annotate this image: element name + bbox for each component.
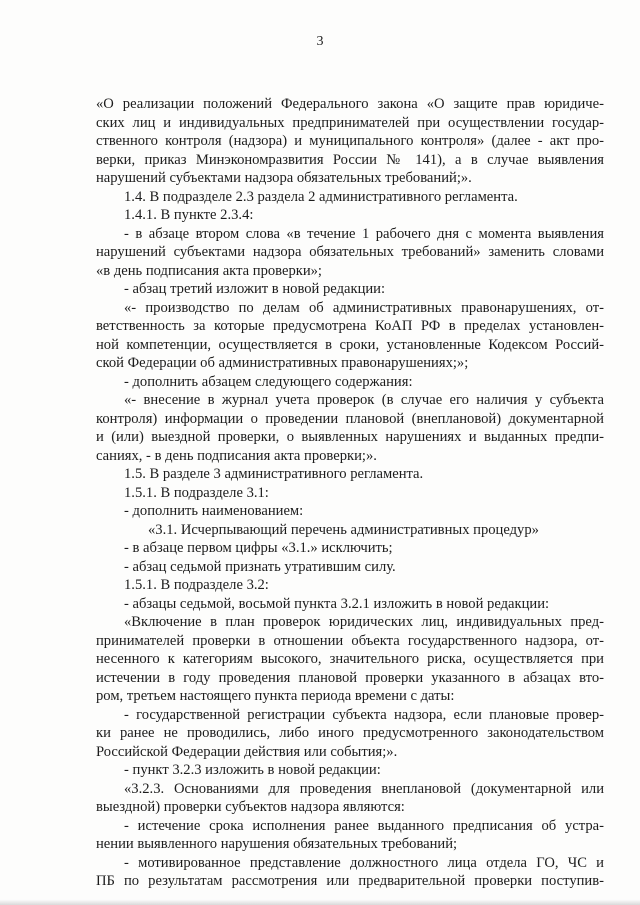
text-line: верки, приказ Минэкономразвития России № 141), а в случае выявления <box>96 151 604 168</box>
text-line: несенного к категориям высокого, значительного риска, осуществляется при <box>96 651 604 667</box>
text-line: «- производство по делам об административных правонарушениях, от- <box>124 299 604 316</box>
text-line: истечении в году проведения плановой проверки указанного в абзацах вто- <box>96 669 604 686</box>
text-line: принимателей проверки в отношении объекта государственного надзора, от- <box>96 632 604 649</box>
text-line: «3.1. Исчерпывающий перечень административных процедур» <box>148 521 539 538</box>
text-line: 1.5.1. В подразделе 3.2: <box>124 577 269 593</box>
text-line: - дополнить наименованием: <box>124 503 304 519</box>
text-line: «О реализации положений Федерального закона «О защите прав юридиче- <box>96 96 604 112</box>
text-line: «в день подписания акта проверки»; <box>96 262 322 279</box>
text-line: нении выявленного нарушения обязательных требований; <box>96 836 458 852</box>
text-line: - государственной регистрации субъекта надзора, если плановые провер- <box>124 706 604 723</box>
text-line: нарушений субъектами надзора обязательных требований;». <box>96 170 472 186</box>
text-line: - в абзаце втором слова «в течение 1 рабочего дня с момента выявления <box>124 225 604 242</box>
text-line: ПБ по результатам рассмотрения или предварительной проверки поступив- <box>96 873 604 889</box>
text-line: «3.2.3. Основаниями для проведения внеплановой (документарной или <box>124 780 604 797</box>
text-line: - мотивированное представление должностного лица отдела ГО, ЧС и <box>124 854 604 871</box>
text-line: нарушений субъектами надзора обязательных требований» заменить словами <box>96 244 604 260</box>
text-line: 1.5. В разделе 3 административного регламента. <box>124 466 424 482</box>
text-line: - абзац третий изложит в новой редакции: <box>124 281 386 297</box>
text-line: «Включение в план проверок юридических лиц, индивидуальных пред- <box>124 614 604 630</box>
page-number: 3 <box>316 34 324 49</box>
text-line: 1.4. В подразделе 2.3 раздела 2 административного регламента. <box>124 188 518 205</box>
scan-edge-shadow <box>0 899 640 905</box>
text-line: «- внесение в журнал учета проверок (в случае его наличия у субъекта <box>124 392 604 408</box>
text-line: ственного контроля (надзора) и муниципального контроля» (далее - акт про- <box>96 133 604 149</box>
text-line: - абзац седьмой признать утратившим силу. <box>124 558 396 575</box>
text-line: саниях, - в день подписания акта проверки;». <box>96 447 377 464</box>
text-line: ром, третьем настоящего пункта периода времени с даты: <box>96 688 455 704</box>
text-line: ки ранее не проводились, либо иного предусмотренного законодательством <box>96 725 604 741</box>
text-line: 1.4.1. В пункте 2.3.4: <box>124 207 254 223</box>
text-line: ной компетенции, осуществляется в сроки, установленные Кодексом Россий- <box>96 336 604 353</box>
text-line: выездной) проверки субъектов надзора являются: <box>96 799 405 815</box>
text-line: ветственность за которые предусмотрена КоАП РФ в пределах установлен- <box>96 318 604 334</box>
text-line: - абзацы седьмой, восьмой пункта 3.2.1 изложить в новой редакции: <box>124 595 550 612</box>
text-line: - пункт 3.2.3 изложить в новой редакции: <box>124 762 381 778</box>
text-line: - в абзаце первом цифры «3.1.» исключить; <box>124 540 393 556</box>
text-line: Российской Федерации действия или события;». <box>96 743 398 760</box>
text-line: - дополнить абзацем следующего содержания: <box>124 373 413 390</box>
document-body <box>96 95 604 891</box>
text-line: 1.5.1. В подразделе 3.1: <box>124 484 269 501</box>
text-line: - истечение срока исполнения ранее выданного предписания об устра- <box>124 817 604 834</box>
text-line: ских лиц и индивидуальных предпринимателей при осуществлении государ- <box>96 114 604 131</box>
text-line: и (или) выездной проверки, о выявленных нарушениях и выданных предпи- <box>96 429 604 445</box>
text-line: ской Федерации об административных правонарушениях;»; <box>96 355 469 371</box>
text-line: контроля) информации о проведении плановой (внеплановой) документарной <box>96 410 604 427</box>
